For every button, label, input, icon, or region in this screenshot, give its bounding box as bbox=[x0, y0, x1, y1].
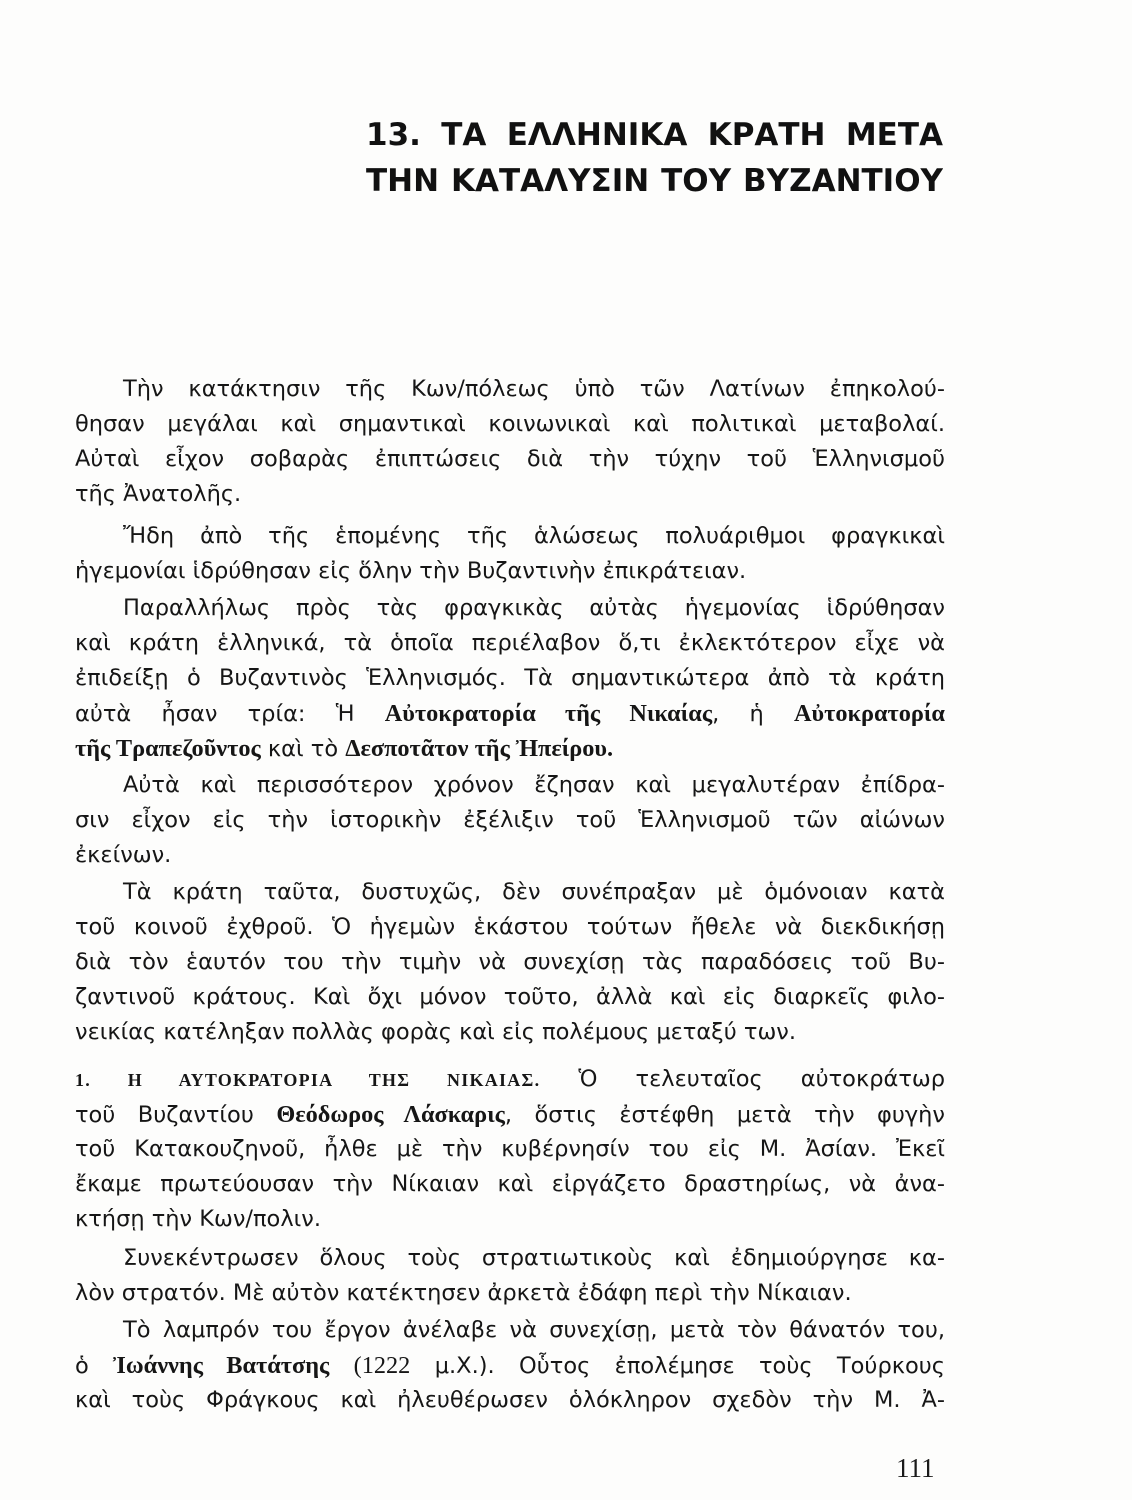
text-line bbox=[75, 875, 945, 910]
text-run: Αὐταὶ εἶχον σοβαρὰς ἐπιπτώσεις διὰ τὴν τύχην τοῦ Ἑλληνισμοῦ bbox=[75, 446, 945, 472]
bold-term: Δεσποτᾶτον τῆς Ἠπείρου. bbox=[345, 735, 614, 762]
text-line bbox=[75, 519, 945, 554]
text-run: λὸν στρατόν. Μὲ αὐτὸν κατέκτησεν ἀρκετὰ ἐδάφη περὶ τὴν Νίκαιαν. bbox=[75, 1280, 852, 1306]
bold-term: Αὐτοκρατορία bbox=[793, 700, 945, 727]
text-line bbox=[75, 1062, 945, 1097]
text-line bbox=[75, 731, 945, 766]
text-run: τοῦ κοινοῦ ἐχθροῦ. Ὁ ἡγεμὼν ἑκάστου τούτων ἤθελε νὰ διεκδικήσῃ bbox=[75, 914, 945, 940]
text-run: (1222 bbox=[353, 1352, 411, 1379]
text-run: Τὸ λαμπρόν του ἔργον ἀνέλαβε νὰ συνεχίσῃ, μετὰ τὸν θάνατόν του, bbox=[123, 1317, 945, 1343]
text-run: καὶ τὸ bbox=[260, 736, 346, 762]
text-line bbox=[75, 626, 945, 661]
body-text bbox=[75, 372, 945, 1418]
bold-term: Θεόδωρος Λάσκαρις bbox=[276, 1101, 505, 1128]
chapter-title-line: 13. ΤΑ ΕΛΛΗΝΙΚΑ ΚΡΑΤΗ ΜΕΤΑ bbox=[366, 117, 943, 153]
paragraph bbox=[75, 372, 945, 512]
page-number: 111 bbox=[896, 1453, 935, 1483]
text-line bbox=[75, 1097, 945, 1132]
text-run: Αὐτὰ καὶ περισσότερον χρόνον ἔζησαν καὶ μεγαλυτέραν ἐπίδρα- bbox=[123, 772, 945, 798]
text-line bbox=[75, 661, 945, 696]
text-line bbox=[75, 838, 945, 873]
text-run: ἡγεμονίαι ἱδρύθησαν εἰς ὅλην τὴν Βυζαντινὴν ἐπικράτειαν. bbox=[75, 558, 747, 584]
text-run bbox=[329, 1353, 353, 1379]
text-run: , ὅστις ἐστέφθη μετὰ τὴν φυγὴν bbox=[504, 1102, 945, 1128]
text-line bbox=[75, 407, 945, 442]
text-line bbox=[75, 372, 945, 407]
text-line bbox=[75, 1202, 945, 1237]
text-run: θησαν μεγάλαι καὶ σημαντικαὶ κοινωνικαὶ καὶ πολιτικαὶ μεταβολαί. bbox=[75, 411, 945, 437]
text-run: Παραλλήλως πρὸς τὰς φραγκικὰς αὐτὰς ἡγεμονίας ἱδρύθησαν bbox=[123, 595, 945, 621]
paragraph bbox=[75, 768, 945, 873]
text-run: τῆς Ἀνατολῆς. bbox=[75, 481, 242, 507]
text-run: Ἤδη ἀπὸ τῆς ἑπομένης τῆς ἁλώσεως πολυάριθμοι φραγκικαὶ bbox=[123, 523, 945, 549]
text-run: Τὰ κράτη ταῦτα, δυστυχῶς, δὲν συνέπραξαν μὲ ὁμόνοιαν κατὰ bbox=[123, 879, 945, 905]
bold-term: Ἰωάννης Βατάτσης bbox=[113, 1352, 330, 1379]
text-run: τοῦ Κατακουζηνοῦ, ἦλθε μὲ τὴν κυβέρνησίν του εἰς Μ. Ἀσίαν. Ἐκεῖ bbox=[75, 1136, 945, 1162]
text-line bbox=[75, 554, 945, 589]
bold-term: Αὐτοκρατορία τῆς Νικαίας bbox=[384, 700, 713, 727]
text-line bbox=[75, 980, 945, 1015]
text-run: ἐκείνων. bbox=[75, 842, 172, 868]
text-line bbox=[75, 696, 945, 731]
text-line bbox=[75, 768, 945, 803]
text-run: ζαντινοῦ κράτους. Καὶ ὄχι μόνον τοῦτο, ἀλλὰ καὶ εἰς διαρκεῖς φιλο- bbox=[75, 984, 945, 1010]
text-run: Ὁ τελευταῖος αὐτοκράτωρ bbox=[540, 1066, 945, 1092]
paragraph bbox=[75, 1313, 945, 1418]
text-run: διὰ τὸν ἑαυτόν του τὴν τιμὴν νὰ συνεχίσῃ τὰς παραδόσεις τοῦ Βυ- bbox=[75, 949, 945, 975]
chapter-title-line: ΤΗΝ ΚΑΤΑΛΥΣΙΝ ΤΟΥ ΒΥΖΑΝΤΙΟΥ bbox=[366, 163, 943, 199]
text-line bbox=[75, 591, 945, 626]
text-run: κτήσῃ τὴν Κων/πολιν. bbox=[75, 1206, 321, 1232]
text-run: Συνεκέντρωσεν ὅλους τοὺς στρατιωτικοὺς καὶ ἐδημιούργησε κα- bbox=[123, 1245, 945, 1271]
text-line bbox=[75, 910, 945, 945]
text-line bbox=[75, 477, 945, 512]
bold-term: τῆς Τραπεζοῦντος bbox=[75, 735, 261, 762]
text-run: μ.Χ.). Οὗτος ἐπολέμησε τοὺς Τούρκους bbox=[410, 1353, 945, 1379]
text-run: καὶ κράτη ἑλληνικά, τὰ ὁποῖα περιέλαβον ὅ,τι ἐκλεκτότερον εἶχε νὰ bbox=[75, 630, 945, 656]
text-run: σιν εἶχον εἰς τὴν ἱστορικὴν ἐξέλιξιν τοῦ Ἑλληνισμοῦ τῶν αἰώνων bbox=[75, 807, 945, 833]
text-run: αὐτὰ ἦσαν τρία: Ἡ bbox=[75, 701, 385, 727]
text-run: ὁ bbox=[75, 1353, 114, 1379]
paragraph bbox=[75, 1241, 945, 1311]
text-run: Τὴν κατάκτησιν τῆς Κων/πόλεως ὑπὸ τῶν Λατίνων ἐπηκολού- bbox=[123, 376, 945, 402]
text-run: καὶ τοὺς Φράγκους καὶ ἠλευθέρωσεν ὁλόκληρον σχεδὸν τὴν Μ. Ἀ- bbox=[75, 1387, 945, 1413]
text-line bbox=[75, 442, 945, 477]
text-line bbox=[75, 1167, 945, 1202]
section-paragraph bbox=[75, 1062, 945, 1237]
text-run: ἔκαμε πρωτεύουσαν τὴν Νίκαιαν καὶ εἰργάζετο δραστηρίως, νὰ ἀνα- bbox=[75, 1171, 945, 1197]
text-line bbox=[75, 803, 945, 838]
text-line bbox=[75, 1015, 945, 1050]
text-run: , ἡ bbox=[712, 701, 794, 727]
chapter-title bbox=[366, 112, 943, 204]
paragraph bbox=[75, 519, 945, 589]
text-line bbox=[75, 1383, 945, 1418]
text-line bbox=[75, 945, 945, 980]
text-line bbox=[75, 1132, 945, 1167]
text-line bbox=[75, 1241, 945, 1276]
text-run: τοῦ Βυζαντίου bbox=[75, 1102, 277, 1128]
text-line bbox=[75, 1348, 945, 1383]
text-run: νεικίας κατέληξαν πολλὰς φορὰς καὶ εἰς πολέμους μεταξύ των. bbox=[75, 1019, 797, 1045]
paragraph bbox=[75, 875, 945, 1050]
text-line bbox=[75, 1276, 945, 1311]
text-line bbox=[75, 1313, 945, 1348]
text-run: ἐπιδείξῃ ὁ Βυζαντινὸς Ἑλληνισμός. Τὰ σημαντικώτερα ἀπὸ τὰ κράτη bbox=[75, 665, 945, 691]
paragraph bbox=[75, 591, 945, 766]
section-heading: 1. Η ΑΥΤΟΚΡΑΤΟΡΙΑ ΤΗΣ ΝΙΚΑΙΑΣ. bbox=[75, 1070, 541, 1090]
